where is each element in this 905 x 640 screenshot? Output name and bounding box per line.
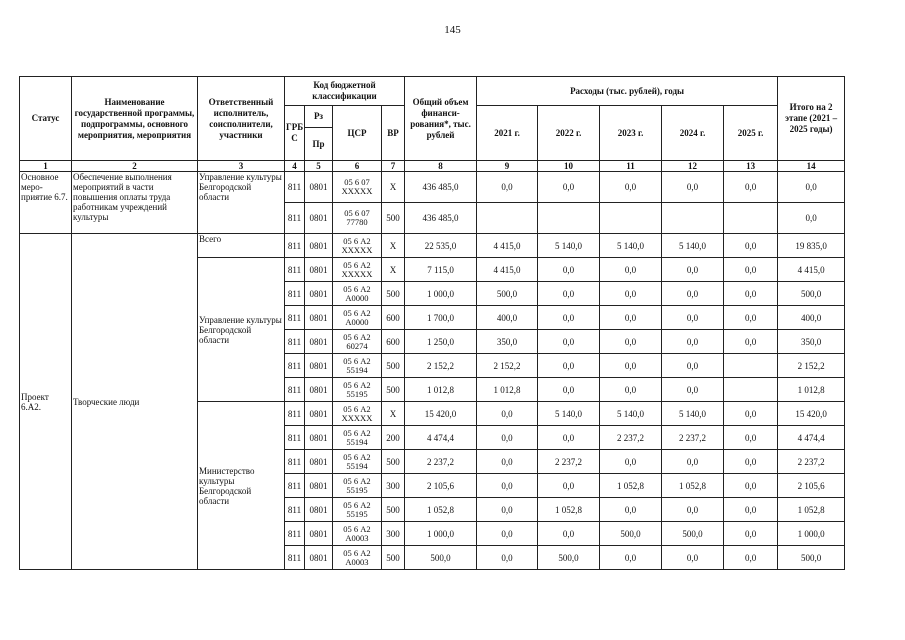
cell-2021: 0,0 bbox=[477, 172, 538, 203]
header-expenses: Расходы (тыс. рублей), годы bbox=[477, 77, 778, 106]
cell-2024: 0,0 bbox=[662, 282, 724, 306]
cell-rzpr: 0801 bbox=[305, 282, 333, 306]
cell-grbs: 811 bbox=[285, 378, 305, 402]
cell-grbs: 811 bbox=[285, 474, 305, 498]
column-number: 8 bbox=[405, 161, 477, 172]
cell-2023: 0,0 bbox=[600, 172, 662, 203]
header-budget-code: Код бюджетной классификации bbox=[285, 77, 405, 106]
cell-csr: 05 6 А2 А0003 bbox=[333, 546, 382, 570]
cell-csr: 05 6 07 XXXXX bbox=[333, 172, 382, 203]
column-number: 1 bbox=[20, 161, 72, 172]
cell-2021: 500,0 bbox=[477, 282, 538, 306]
cell-2025: 0,0 bbox=[724, 498, 778, 522]
cell-2024: 500,0 bbox=[662, 522, 724, 546]
column-number: 10 bbox=[538, 161, 600, 172]
cell-2023: 5 140,0 bbox=[600, 234, 662, 258]
cell-2024: 1 052,8 bbox=[662, 474, 724, 498]
cell-total: 7 115,0 bbox=[405, 258, 477, 282]
cell-vr: X bbox=[382, 258, 405, 282]
cell-itogo: 2 105,6 bbox=[778, 474, 845, 498]
cell-2021: 2 152,2 bbox=[477, 354, 538, 378]
cell-itogo: 2 152,2 bbox=[778, 354, 845, 378]
cell-csr: 05 6 А2 55195 bbox=[333, 498, 382, 522]
cell-2023: 0,0 bbox=[600, 546, 662, 570]
cell-2024: 5 140,0 bbox=[662, 234, 724, 258]
column-number: 3 bbox=[198, 161, 285, 172]
cell-2025 bbox=[724, 203, 778, 234]
cell-grbs: 811 bbox=[285, 426, 305, 450]
cell-csr: 05 6 А2 55194 bbox=[333, 354, 382, 378]
row-status: Проект 6.А2. bbox=[20, 234, 72, 570]
cell-itogo: 500,0 bbox=[778, 282, 845, 306]
cell-2024: 0,0 bbox=[662, 450, 724, 474]
budget-table bbox=[19, 76, 845, 570]
cell-2023: 0,0 bbox=[600, 378, 662, 402]
cell-csr: 05 6 А2 55195 bbox=[333, 378, 382, 402]
cell-2025 bbox=[724, 354, 778, 378]
row-responsible: Управление культуры Белгородской области bbox=[198, 258, 285, 402]
cell-vr: 600 bbox=[382, 306, 405, 330]
cell-2023: 2 237,2 bbox=[600, 426, 662, 450]
cell-2022: 0,0 bbox=[538, 282, 600, 306]
cell-2022 bbox=[538, 203, 600, 234]
cell-2025: 0,0 bbox=[724, 258, 778, 282]
cell-vr: X bbox=[382, 172, 405, 203]
column-number: 12 bbox=[662, 161, 724, 172]
cell-2021: 0,0 bbox=[477, 450, 538, 474]
cell-csr: 05 6 А2 55195 bbox=[333, 474, 382, 498]
cell-2022: 0,0 bbox=[538, 258, 600, 282]
cell-2021: 1 012,8 bbox=[477, 378, 538, 402]
cell-total: 1 000,0 bbox=[405, 522, 477, 546]
cell-itogo: 350,0 bbox=[778, 330, 845, 354]
cell-2023: 0,0 bbox=[600, 498, 662, 522]
cell-itogo: 0,0 bbox=[778, 172, 845, 203]
cell-2022: 5 140,0 bbox=[538, 234, 600, 258]
cell-2022: 1 052,8 bbox=[538, 498, 600, 522]
cell-grbs: 811 bbox=[285, 498, 305, 522]
cell-2025: 0,0 bbox=[724, 426, 778, 450]
column-number: 14 bbox=[778, 161, 845, 172]
cell-itogo: 4 474,4 bbox=[778, 426, 845, 450]
cell-itogo: 1 000,0 bbox=[778, 522, 845, 546]
cell-rzpr: 0801 bbox=[305, 522, 333, 546]
cell-csr: 05 6 07 77780 bbox=[333, 203, 382, 234]
cell-2023: 0,0 bbox=[600, 354, 662, 378]
cell-rzpr: 0801 bbox=[305, 546, 333, 570]
cell-rzpr: 0801 bbox=[305, 234, 333, 258]
cell-2024: 0,0 bbox=[662, 546, 724, 570]
cell-2022: 0,0 bbox=[538, 354, 600, 378]
cell-total: 1 012,8 bbox=[405, 378, 477, 402]
header-2022: 2022 г. bbox=[538, 106, 600, 161]
cell-rzpr: 0801 bbox=[305, 402, 333, 426]
cell-vr: 300 bbox=[382, 522, 405, 546]
cell-2021: 0,0 bbox=[477, 402, 538, 426]
cell-vr: 500 bbox=[382, 546, 405, 570]
cell-grbs: 811 bbox=[285, 203, 305, 234]
cell-grbs: 811 bbox=[285, 172, 305, 203]
cell-itogo: 4 415,0 bbox=[778, 258, 845, 282]
cell-rzpr: 0801 bbox=[305, 354, 333, 378]
cell-2022: 0,0 bbox=[538, 330, 600, 354]
cell-rzpr: 0801 bbox=[305, 203, 333, 234]
cell-total: 1 000,0 bbox=[405, 282, 477, 306]
cell-2025: 0,0 bbox=[724, 474, 778, 498]
cell-total: 2 105,6 bbox=[405, 474, 477, 498]
cell-2025: 0,0 bbox=[724, 282, 778, 306]
cell-vr: 500 bbox=[382, 282, 405, 306]
header-itogo: Итого на 2 этапе (2021 – 2025 годы) bbox=[778, 77, 845, 161]
cell-2025: 0,0 bbox=[724, 172, 778, 203]
cell-total: 436 485,0 bbox=[405, 203, 477, 234]
cell-2021 bbox=[477, 203, 538, 234]
cell-csr: 05 6 А2 60274 bbox=[333, 330, 382, 354]
cell-grbs: 811 bbox=[285, 258, 305, 282]
column-number: 6 bbox=[333, 161, 382, 172]
header-row-1 bbox=[20, 77, 845, 106]
cell-rzpr: 0801 bbox=[305, 498, 333, 522]
column-number: 9 bbox=[477, 161, 538, 172]
cell-2024 bbox=[662, 203, 724, 234]
cell-2021: 0,0 bbox=[477, 546, 538, 570]
cell-2025: 0,0 bbox=[724, 546, 778, 570]
row-status: Основное меро-приятие 6.7. bbox=[20, 172, 72, 234]
cell-2022: 0,0 bbox=[538, 378, 600, 402]
cell-2025: 0,0 bbox=[724, 306, 778, 330]
cell-2024: 0,0 bbox=[662, 378, 724, 402]
cell-rzpr: 0801 bbox=[305, 426, 333, 450]
header-status: Статус bbox=[20, 77, 72, 161]
cell-2024: 0,0 bbox=[662, 354, 724, 378]
header-grbs: ГРБ С bbox=[285, 106, 305, 161]
cell-2021: 0,0 bbox=[477, 522, 538, 546]
cell-grbs: 811 bbox=[285, 306, 305, 330]
cell-2024: 0,0 bbox=[662, 330, 724, 354]
cell-total: 436 485,0 bbox=[405, 172, 477, 203]
header-responsible: Ответственный исполнитель, соисполнители, участники bbox=[198, 77, 285, 161]
column-number-row bbox=[20, 161, 845, 172]
cell-vr: 500 bbox=[382, 450, 405, 474]
header-2024: 2024 г. bbox=[662, 106, 724, 161]
cell-itogo: 500,0 bbox=[778, 546, 845, 570]
cell-2022: 0,0 bbox=[538, 306, 600, 330]
row-name: Обеспечение выполнения мероприятий в части повышения оплаты труда работникам учреждений культуры bbox=[72, 172, 198, 234]
cell-grbs: 811 bbox=[285, 402, 305, 426]
cell-csr: 05 6 А2 А0000 bbox=[333, 306, 382, 330]
cell-rzpr: 0801 bbox=[305, 474, 333, 498]
cell-total: 1 052,8 bbox=[405, 498, 477, 522]
cell-grbs: 811 bbox=[285, 234, 305, 258]
cell-2023: 0,0 bbox=[600, 330, 662, 354]
column-number: 13 bbox=[724, 161, 778, 172]
cell-2023: 500,0 bbox=[600, 522, 662, 546]
cell-vr: 600 bbox=[382, 330, 405, 354]
cell-2023: 0,0 bbox=[600, 282, 662, 306]
cell-vr: 500 bbox=[382, 378, 405, 402]
cell-csr: 05 6 А2 XXXXX bbox=[333, 402, 382, 426]
cell-2021: 400,0 bbox=[477, 306, 538, 330]
cell-grbs: 811 bbox=[285, 522, 305, 546]
header-vr: ВР bbox=[382, 106, 405, 161]
row-responsible: Управление культуры Белгородской области bbox=[198, 172, 285, 234]
cell-2023: 0,0 bbox=[600, 258, 662, 282]
cell-2025 bbox=[724, 378, 778, 402]
header-2021: 2021 г. bbox=[477, 106, 538, 161]
page-number: 145 bbox=[444, 24, 461, 36]
cell-total: 22 535,0 bbox=[405, 234, 477, 258]
header-csr: ЦСР bbox=[333, 106, 382, 161]
header-total-volume: Общий объем финанси-рования*, тыс. рублей bbox=[405, 77, 477, 161]
cell-rzpr: 0801 bbox=[305, 172, 333, 203]
cell-2023 bbox=[600, 203, 662, 234]
cell-itogo: 15 420,0 bbox=[778, 402, 845, 426]
cell-vr: 200 bbox=[382, 426, 405, 450]
cell-vr: X bbox=[382, 402, 405, 426]
cell-2023: 5 140,0 bbox=[600, 402, 662, 426]
cell-csr: 05 6 А2 55194 bbox=[333, 450, 382, 474]
cell-itogo: 1 012,8 bbox=[778, 378, 845, 402]
cell-2022: 0,0 bbox=[538, 426, 600, 450]
cell-itogo: 19 835,0 bbox=[778, 234, 845, 258]
cell-itogo: 400,0 bbox=[778, 306, 845, 330]
cell-csr: 05 6 А2 А0000 bbox=[333, 282, 382, 306]
cell-total: 500,0 bbox=[405, 546, 477, 570]
cell-csr: 05 6 А2 XXXXX bbox=[333, 234, 382, 258]
cell-rzpr: 0801 bbox=[305, 306, 333, 330]
cell-2021: 4 415,0 bbox=[477, 234, 538, 258]
cell-rzpr: 0801 bbox=[305, 330, 333, 354]
column-number: 2 bbox=[72, 161, 198, 172]
cell-2022: 500,0 bbox=[538, 546, 600, 570]
cell-itogo: 1 052,8 bbox=[778, 498, 845, 522]
cell-grbs: 811 bbox=[285, 546, 305, 570]
cell-2021: 0,0 bbox=[477, 474, 538, 498]
cell-2022: 0,0 bbox=[538, 474, 600, 498]
cell-2024: 0,0 bbox=[662, 172, 724, 203]
cell-2022: 0,0 bbox=[538, 522, 600, 546]
cell-vr: X bbox=[382, 234, 405, 258]
cell-vr: 300 bbox=[382, 474, 405, 498]
cell-2023: 1 052,8 bbox=[600, 474, 662, 498]
row-responsible: Министерство культуры Белгородской области bbox=[198, 402, 285, 570]
cell-2021: 350,0 bbox=[477, 330, 538, 354]
cell-2022: 0,0 bbox=[538, 172, 600, 203]
cell-itogo: 2 237,2 bbox=[778, 450, 845, 474]
cell-total: 1 250,0 bbox=[405, 330, 477, 354]
cell-2024: 0,0 bbox=[662, 498, 724, 522]
cell-2024: 5 140,0 bbox=[662, 402, 724, 426]
cell-total: 1 700,0 bbox=[405, 306, 477, 330]
cell-total: 2 237,2 bbox=[405, 450, 477, 474]
cell-rzpr: 0801 bbox=[305, 378, 333, 402]
column-number: 5 bbox=[305, 161, 333, 172]
header-name: Наименование государственной программы, подпрограммы, основного мероприятия, мероприятия bbox=[72, 77, 198, 161]
header-pr: Пр bbox=[305, 128, 333, 161]
cell-2021: 0,0 bbox=[477, 498, 538, 522]
cell-grbs: 811 bbox=[285, 330, 305, 354]
cell-vr: 500 bbox=[382, 498, 405, 522]
column-number: 11 bbox=[600, 161, 662, 172]
cell-grbs: 811 bbox=[285, 282, 305, 306]
cell-2025: 0,0 bbox=[724, 522, 778, 546]
cell-2023: 0,0 bbox=[600, 306, 662, 330]
cell-csr: 05 6 А2 XXXXX bbox=[333, 258, 382, 282]
cell-2025: 0,0 bbox=[724, 330, 778, 354]
cell-2022: 2 237,2 bbox=[538, 450, 600, 474]
cell-2024: 0,0 bbox=[662, 306, 724, 330]
cell-grbs: 811 bbox=[285, 354, 305, 378]
cell-csr: 05 6 А2 А0003 bbox=[333, 522, 382, 546]
table-row bbox=[20, 172, 845, 203]
cell-total: 2 152,2 bbox=[405, 354, 477, 378]
cell-total: 15 420,0 bbox=[405, 402, 477, 426]
cell-itogo: 0,0 bbox=[778, 203, 845, 234]
cell-2021: 4 415,0 bbox=[477, 258, 538, 282]
cell-2023: 0,0 bbox=[600, 450, 662, 474]
cell-2024: 2 237,2 bbox=[662, 426, 724, 450]
cell-2021: 0,0 bbox=[477, 426, 538, 450]
cell-rzpr: 0801 bbox=[305, 258, 333, 282]
header-2023: 2023 г. bbox=[600, 106, 662, 161]
row-responsible-total: Всего bbox=[198, 234, 285, 258]
table-body bbox=[20, 161, 845, 570]
cell-2025: 0,0 bbox=[724, 234, 778, 258]
column-number: 7 bbox=[382, 161, 405, 172]
cell-2025: 0,0 bbox=[724, 402, 778, 426]
cell-rzpr: 0801 bbox=[305, 450, 333, 474]
table-row bbox=[20, 234, 845, 258]
cell-total: 4 474,4 bbox=[405, 426, 477, 450]
cell-vr: 500 bbox=[382, 354, 405, 378]
cell-2022: 5 140,0 bbox=[538, 402, 600, 426]
cell-2024: 0,0 bbox=[662, 258, 724, 282]
header-rz: Рз bbox=[305, 106, 333, 128]
header-2025: 2025 г. bbox=[724, 106, 778, 161]
cell-csr: 05 6 А2 55194 bbox=[333, 426, 382, 450]
row-name: Творческие люди bbox=[72, 234, 198, 570]
column-number: 4 bbox=[285, 161, 305, 172]
cell-2025: 0,0 bbox=[724, 450, 778, 474]
cell-vr: 500 bbox=[382, 203, 405, 234]
cell-grbs: 811 bbox=[285, 450, 305, 474]
